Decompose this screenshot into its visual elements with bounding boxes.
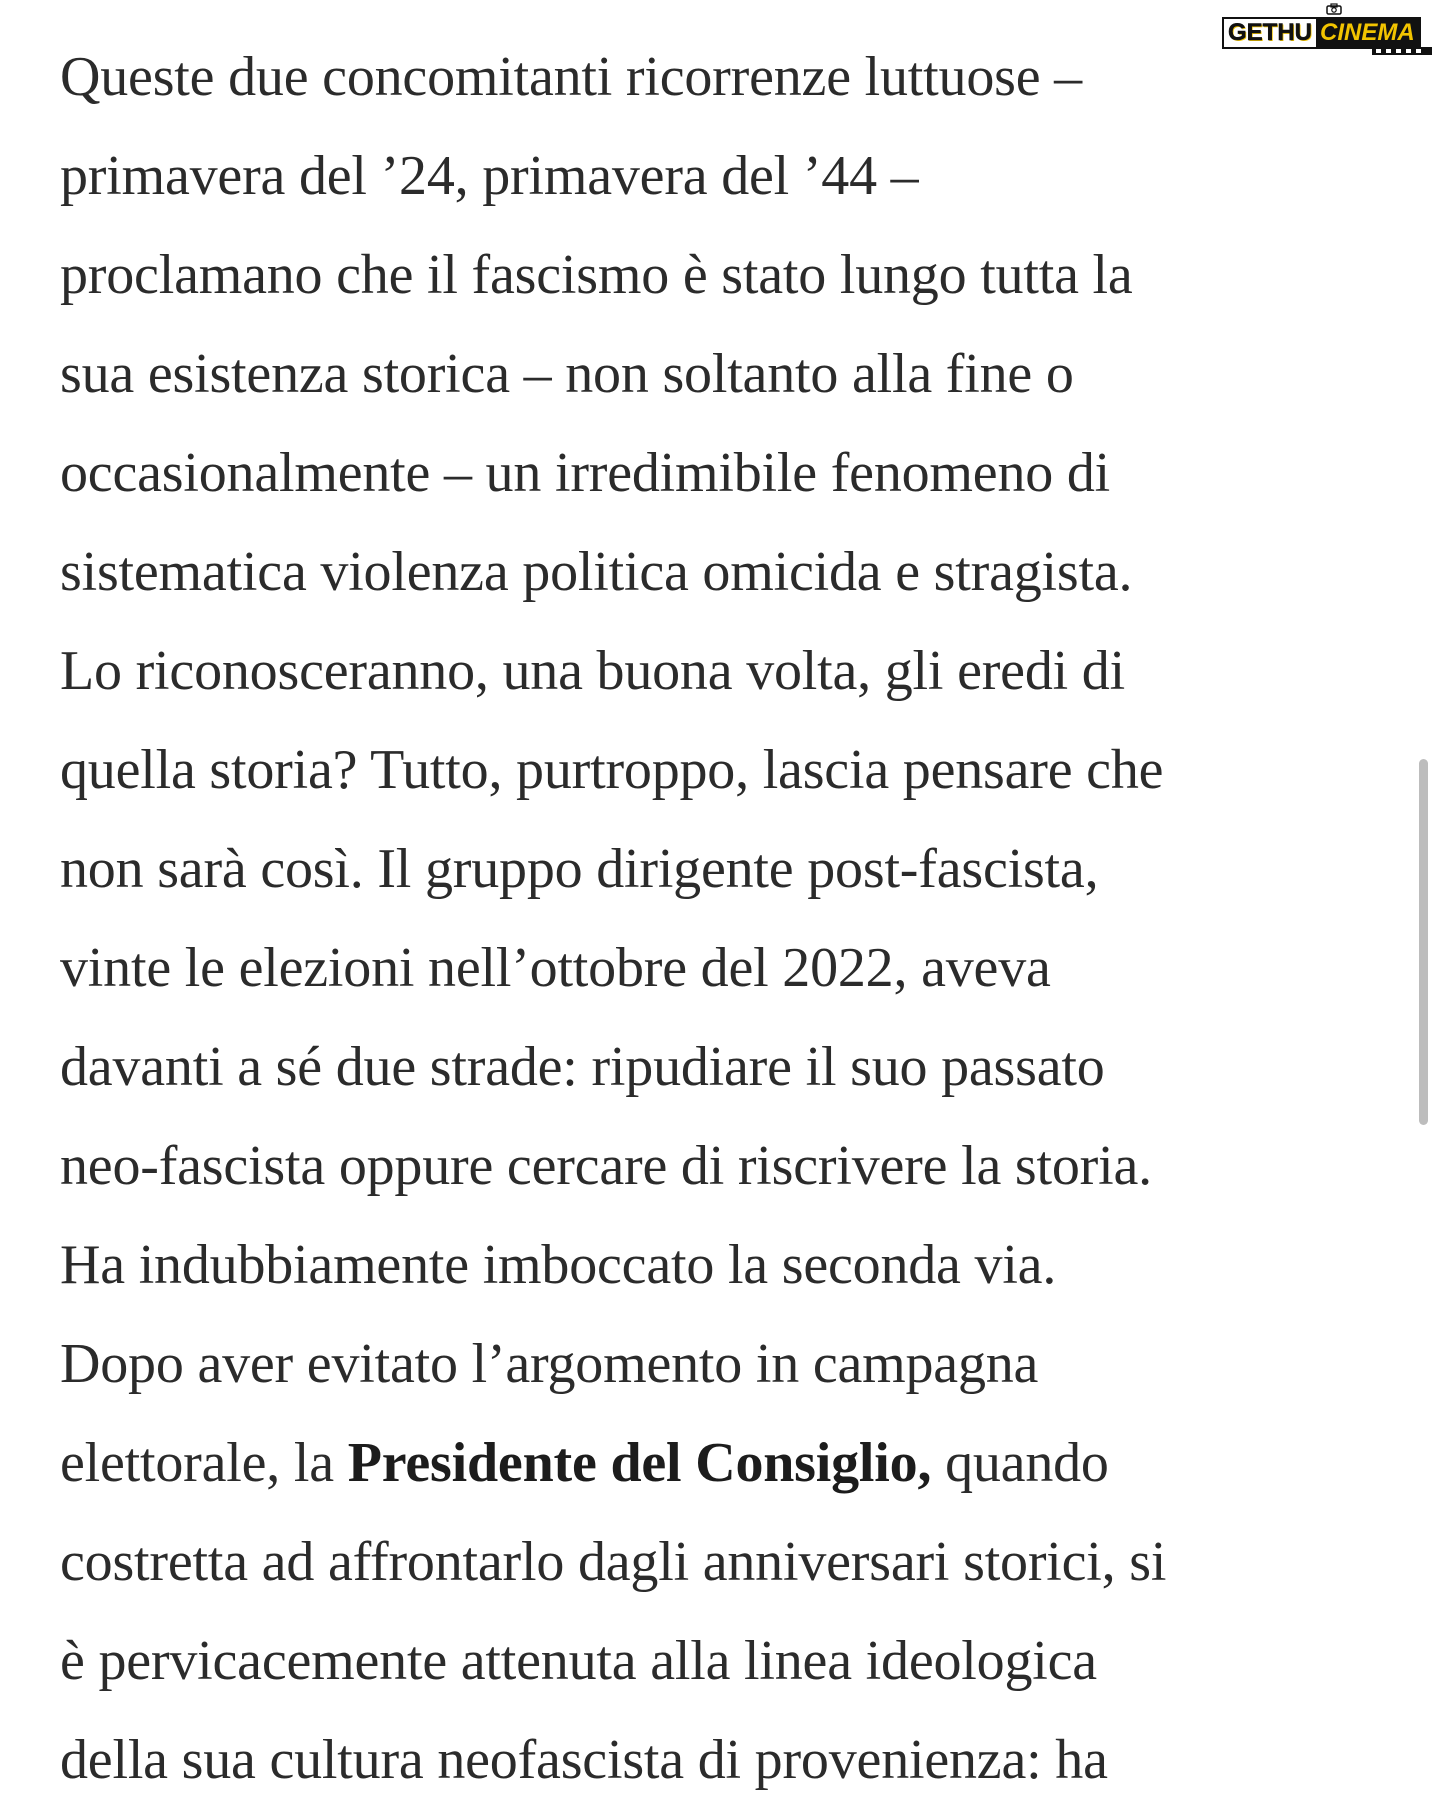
text-line [60,1117,1390,1216]
text-line [60,1216,1390,1315]
text-line [60,1414,1390,1513]
article-body [60,28,1390,1810]
text-segment: Queste due concomitanti ricorrenze luttuose – [60,46,1082,108]
watermark-text-part2: CINEMA [1320,19,1415,46]
text-line [60,1612,1390,1711]
text-line [60,1711,1390,1810]
text-line [60,721,1390,820]
text-segment: neo-fascista oppure cercare di riscrivere la storia. [60,1135,1152,1197]
text-segment: proclamano che il fascismo è stato lungo tutta la [60,244,1133,306]
text-segment: Ha indubbiamente imboccato la seconda via. [60,1234,1057,1296]
text-segment: non sarà così. Il gruppo dirigente post-fascista, [60,838,1099,900]
watermark-text-part1: GETHU [1224,19,1316,47]
camera-icon [1326,3,1342,15]
text-segment: quando [931,1432,1109,1494]
text-segment: vinte le elezioni nell’ottobre del 2022, aveva [60,937,1051,999]
text-line [60,523,1390,622]
text-segment: primavera del ’24, primavera del ’44 – [60,145,919,207]
text-segment: sua esistenza storica – non soltanto alla fine o [60,343,1074,405]
text-segment: sistematica violenza politica omicida e stragista. [60,541,1133,603]
text-segment: Dopo aver evitato l’argomento in campagna [60,1333,1039,1395]
film-strip-icon [1372,47,1432,55]
text-segment: Lo riconosceranno, una buona volta, gli eredi di [60,640,1125,702]
text-line [60,820,1390,919]
text-segment: della sua cultura neofascista di provenienza: ha [60,1729,1108,1791]
bold-text-segment: Presidente del Consiglio, [347,1432,932,1494]
text-line [60,127,1390,226]
text-line [60,622,1390,721]
text-line [60,226,1390,325]
text-line [60,919,1390,1018]
watermark-logo [1222,3,1437,59]
text-line [60,1018,1390,1117]
text-line [60,424,1390,523]
text-line [60,325,1390,424]
text-segment: occasionalmente – un irredimibile fenomeno di [60,442,1110,504]
text-segment: elettorale, la [60,1432,348,1494]
watermark-brand [1222,17,1421,49]
text-line [60,1315,1390,1414]
vertical-scrollbar[interactable] [1419,759,1428,1125]
text-line [60,28,1390,127]
text-segment: davanti a sé due strade: ripudiare il suo passato [60,1036,1105,1098]
text-line [60,1513,1390,1612]
text-segment: quella storia? Tutto, purtroppo, lascia pensare che [60,739,1164,801]
text-segment: costretta ad affrontarlo dagli anniversari storici, si [60,1531,1167,1593]
text-segment: è pervicacemente attenuta alla linea ideologica [60,1630,1097,1692]
